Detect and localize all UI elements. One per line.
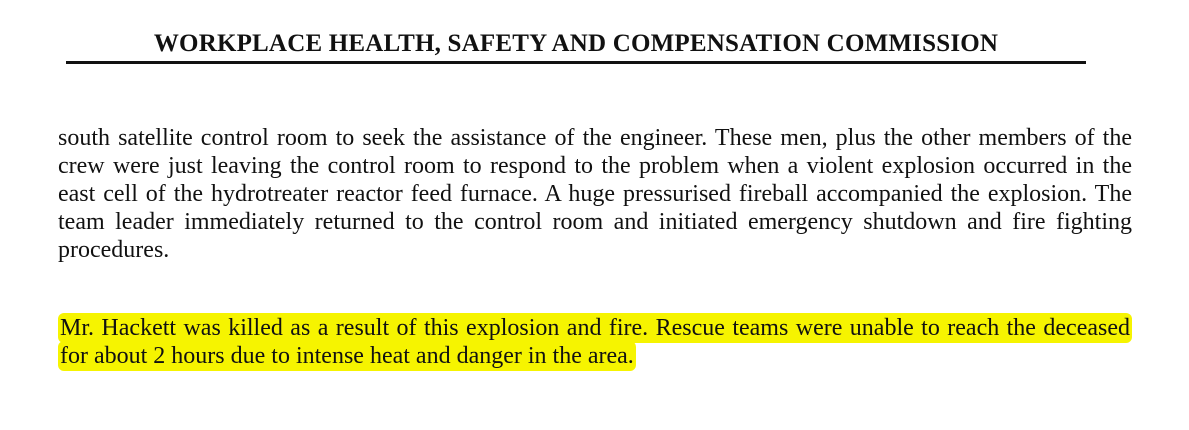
body-paragraph <box>58 124 1132 264</box>
paragraph-text: south satellite control room to seek the assistance of the engineer. These men, plus the other members of the crew were just leaving the control room to respond to the problem when a violent explosion occurred in the east cell of the hydrotreater reactor feed furnace. A huge pressurised fireball accompanied the explosion. The team leader immediately returned to the control room and initiated emergency shutdown and fire fighting procedures. <box>58 125 1132 263</box>
highlighted-paragraph <box>58 314 1132 370</box>
page-header-title: WORKPLACE HEALTH, SAFETY AND COMPENSATION COMMISSION <box>153 30 999 57</box>
header-divider <box>66 61 1086 64</box>
highlighted-text: Mr. Hackett was killed as a result of this explosion and fire. Rescue teams were unable to reach the deceased for about 2 hours due to intense heat and danger in the area. <box>60 315 1130 369</box>
